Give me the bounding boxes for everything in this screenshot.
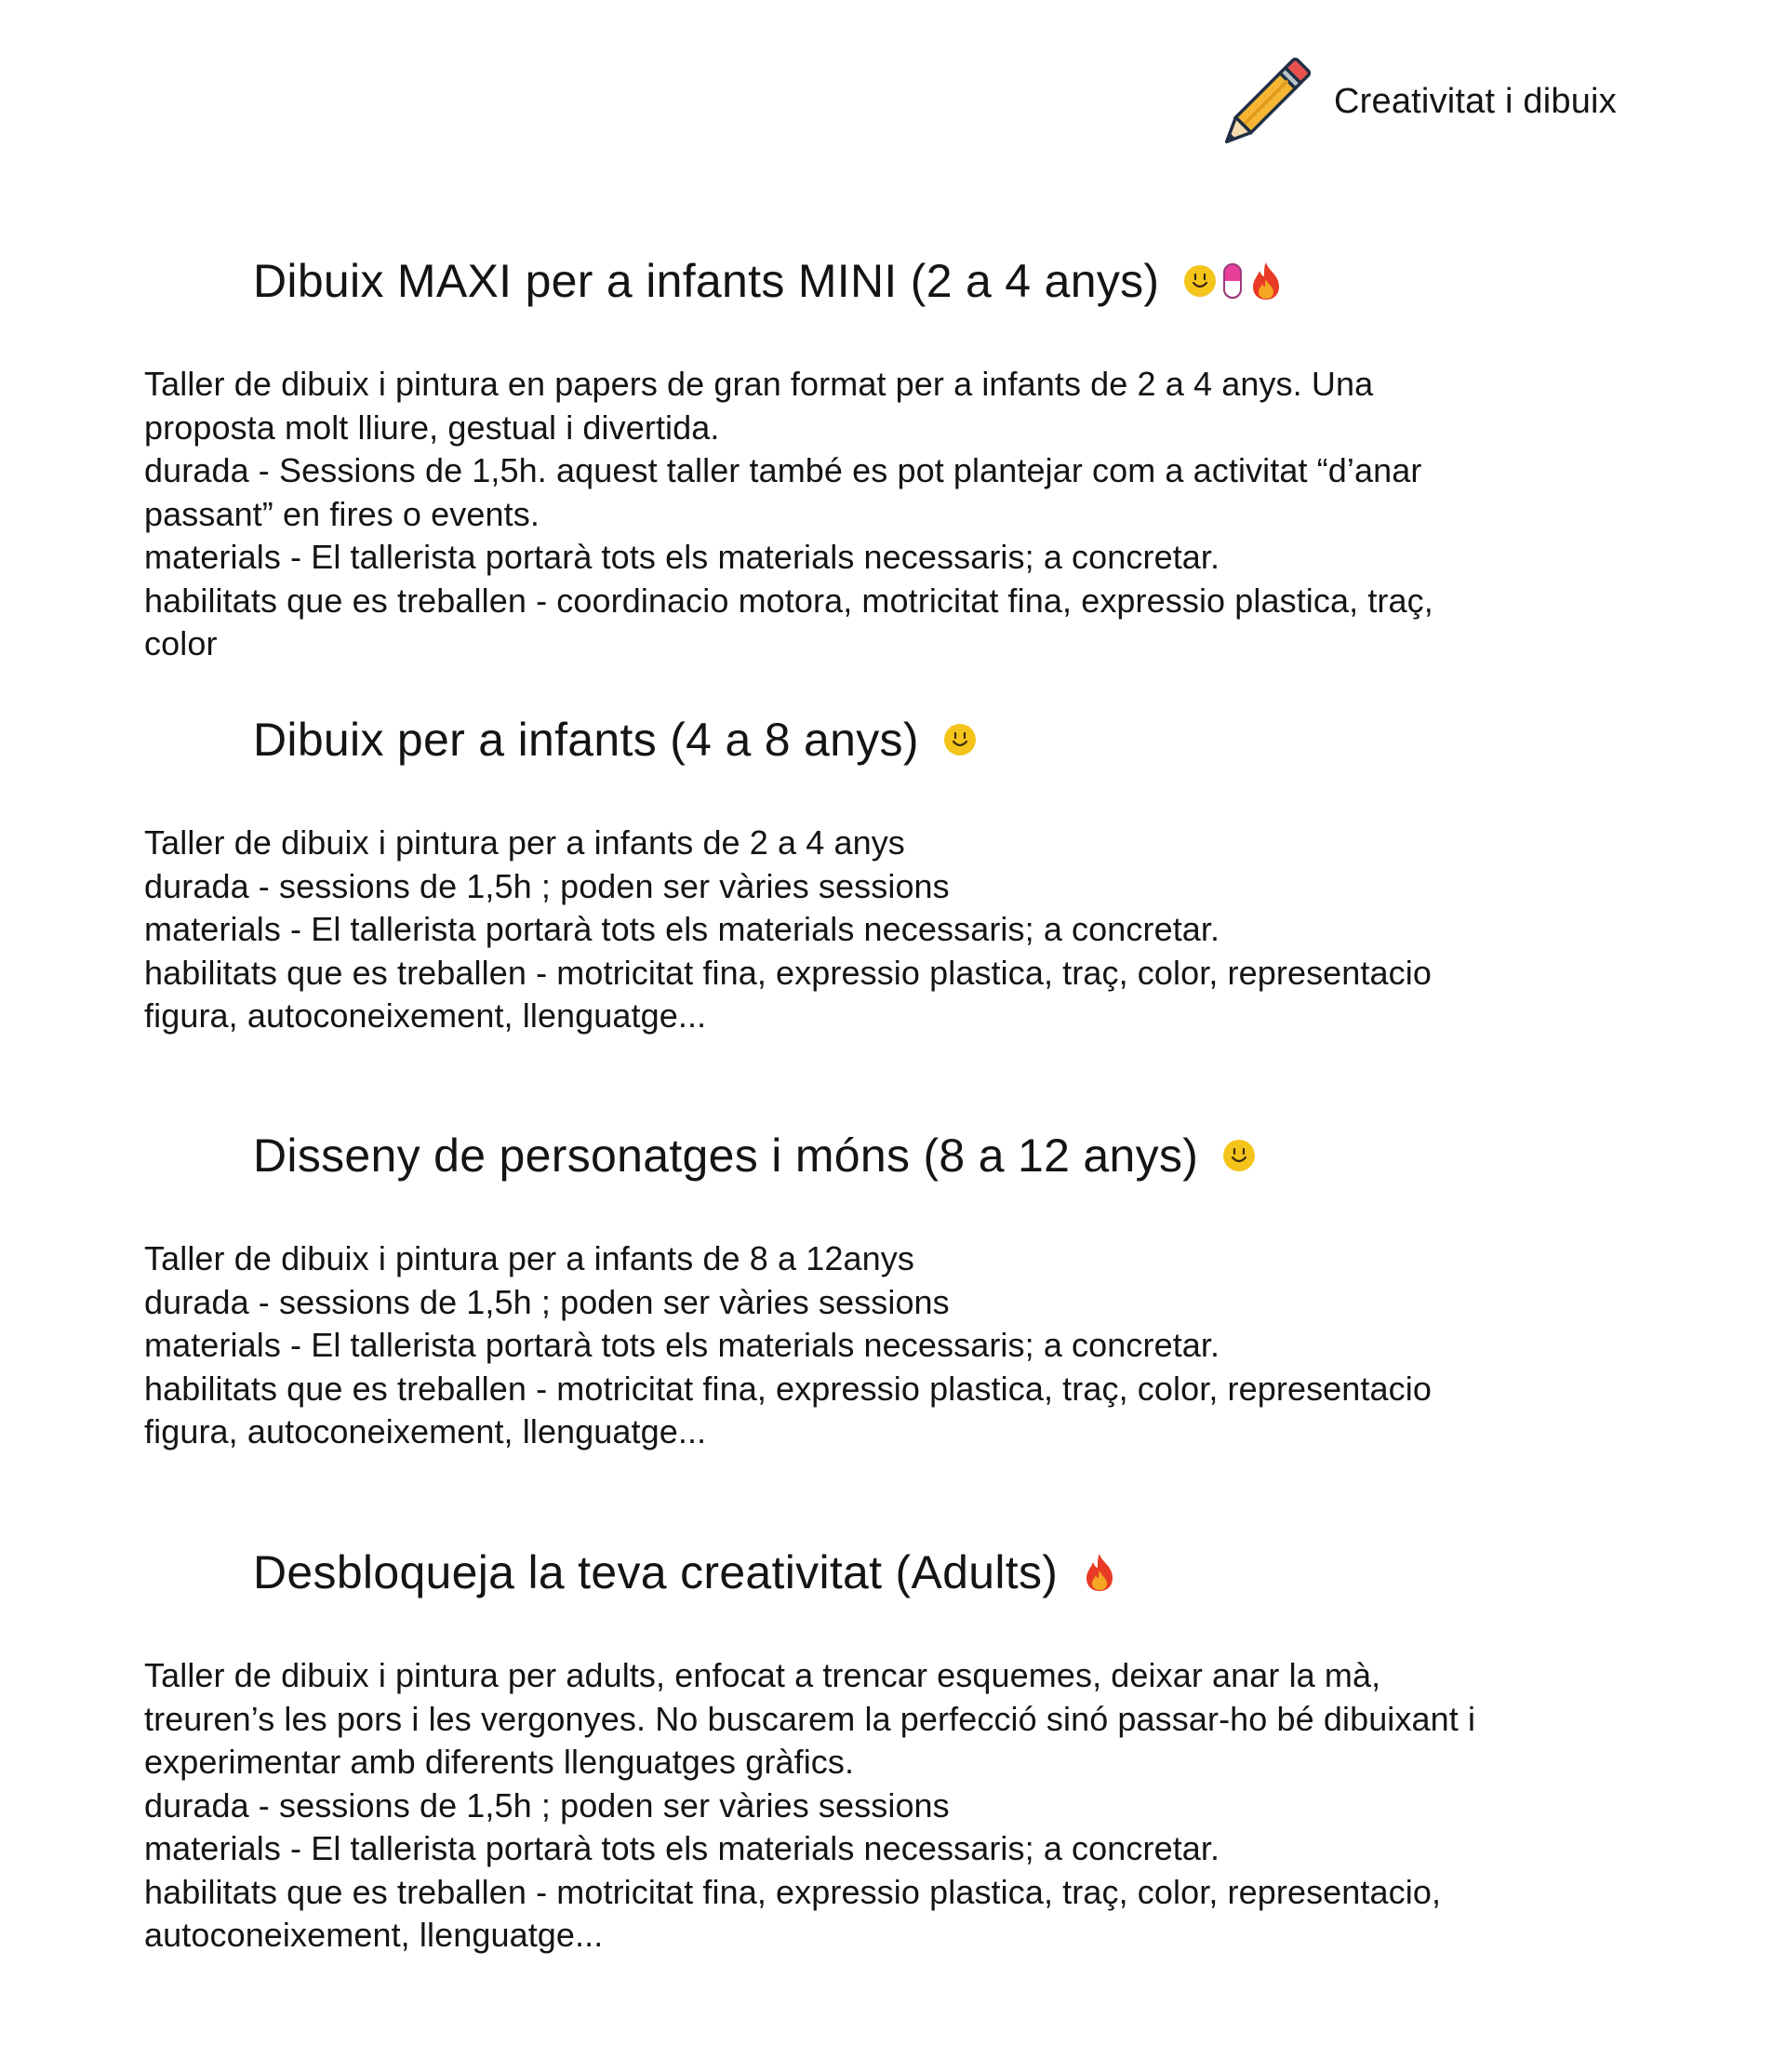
body-line: experimentar amb diferents llenguatges gràfics. [144,1743,855,1781]
section-body [144,1237,1651,1454]
body-line: durada - Sessions de 1,5h. aquest taller també es pot plantejar com a activitat “d’anar [144,451,1422,489]
section-title-text: Desbloqueja la teva creativitat (Adults) [253,1546,1059,1598]
body-line: autoconeixement, llenguatge... [144,1916,604,1954]
body-line: Taller de dibuix i pintura per adults, enfocat a trencar esquemes, deixar anar la mà, [144,1656,1381,1694]
body-line: materials - El tallerista portarà tots els materials necessaris; a concretar. [144,1829,1220,1867]
smiley-icon [1222,1139,1256,1172]
pill-icon [1222,262,1243,300]
section-title [253,253,1651,309]
body-line: passant” en fires o events. [144,494,540,533]
body-line: materials - El tallerista portarà tots els materials necessaris; a concretar. [144,538,1220,576]
page-header [1209,51,1617,159]
section-adults [144,1544,1651,1958]
section-personatges-8-12 [144,1128,1651,1454]
body-line: durada - sessions de 1,5h ; poden ser vàries sessions [144,1282,950,1321]
section-icons [943,723,977,756]
fire-icon [1082,1552,1117,1593]
section-body [144,363,1651,666]
section-title-text: Disseny de personatges i móns (8 a 12 anys) [253,1130,1199,1182]
section-icons [1082,1552,1117,1593]
section-infants-4-8 [144,712,1651,1038]
body-line: figura, autoconeixement, llenguatge... [144,996,707,1035]
body-line: color [144,624,218,662]
body-line: durada - sessions de 1,5h ; poden ser vàries sessions [144,866,950,905]
body-line: habilitats que es treballen - motricitat fina, expressio plastica, traç, color, representacio [144,1369,1432,1408]
section-icons [1222,1139,1256,1172]
body-line: proposta molt lliure, gestual i divertida. [144,408,720,447]
section-maxi-mini [144,253,1651,666]
pencil-icon [1209,51,1317,159]
section-title [253,712,1651,768]
section-title-text: Dibuix MAXI per a infants MINI (2 a 4 anys) [253,255,1160,307]
fire-icon [1248,261,1284,301]
body-line: Taller de dibuix i pintura en papers de gran format per a infants de 2 a 4 anys. Una [144,365,1374,403]
body-line: habilitats que es treballen - motricitat fina, expressio plastica, traç, color, representacio, [144,1872,1442,1911]
body-line: durada - sessions de 1,5h ; poden ser vàries sessions [144,1785,950,1825]
body-line: treuren’s les pors i les vergonyes. No buscarem la perfecció sinó passar-ho bé dibuixant i [144,1699,1476,1738]
body-line: Taller de dibuix i pintura per a infants de 2 a 4 anys [144,823,905,862]
body-line: habilitats que es treballen - motricitat fina, expressio plastica, traç, color, representacio [144,953,1432,992]
smiley-icon [943,723,977,756]
body-line: materials - El tallerista portarà tots els materials necessaris; a concretar. [144,910,1220,948]
body-line: habilitats que es treballen - coordinacio motora, motricitat fina, expressio plastica, traç, [144,581,1433,620]
body-line: materials - El tallerista portarà tots els materials necessaris; a concretar. [144,1326,1220,1364]
header-title: Creativitat i dibuix [1334,81,1617,121]
section-body [144,1654,1651,1958]
section-title [253,1544,1651,1600]
section-icons [1183,261,1284,301]
section-title [253,1128,1651,1183]
section-title-text: Dibuix per a infants (4 a 8 anys) [253,714,919,766]
body-line: figura, autoconeixement, llenguatge... [144,1412,707,1450]
smiley-icon [1183,264,1217,298]
body-line: Taller de dibuix i pintura per a infants de 8 a 12anys [144,1239,914,1277]
section-body [144,822,1651,1038]
